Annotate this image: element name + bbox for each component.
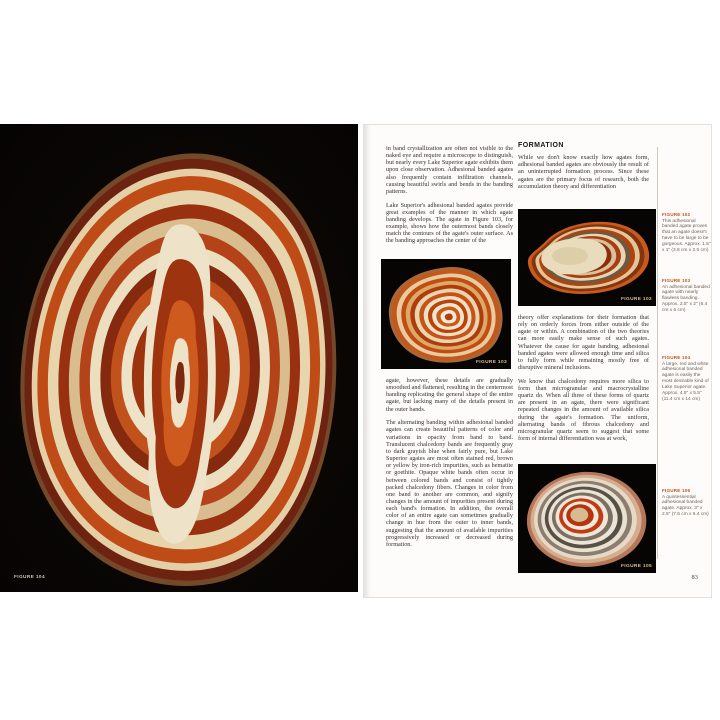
- page-number: 83: [691, 574, 698, 581]
- paragraph: We know that chalcedony requires more silica to form than microgranular and macrocrystalline quartz do. When all three of these forms of quartz are present in an agate, there were significant repeated changes in the amount of available silica during the agate's formation. The uniform, alternating bands of fibrous chalcedony and microgranular quartz seem to suggest that some form of internal differentiation was at work,: [518, 377, 649, 442]
- paragraph: While we don't know exactly how agates form, adhesional banded agates are obviously the result of an uninterrupted formation process. Since these agates are the primary focus of research, both the accumulation theory and differentiation: [518, 154, 649, 190]
- column1-upper-text: [386, 145, 513, 251]
- figure-104-caption: [662, 355, 711, 403]
- left-page: [0, 124, 358, 592]
- caption-text: A quintessential adhesional banded agate. Approx. 3" x 2.5" (7.6 cm x 6.4 cm): [662, 494, 709, 518]
- figure-102-caption: [662, 212, 711, 254]
- agate-105-image: [518, 464, 656, 573]
- caption-text: A large, red and white adhesional banded agate is easily the most desirable kind of Lake Superior agate. Approx. 4.5" x 5.5" (11.4 cm x 14 cm): [662, 361, 709, 402]
- column2-middle-text: [518, 314, 649, 449]
- formation-heading: FORMATION: [518, 142, 564, 149]
- column2-upper-text: [518, 142, 649, 196]
- figure-105-label: FIGURE 105: [621, 564, 652, 569]
- caption-figure-number: FIGURE 103: [662, 278, 691, 283]
- column1-lower-text: [386, 377, 513, 555]
- caption-text: This adhesional banded agate proves that an agate doesn't have to be large to be gorgeous. Approx. 1.5" x 1" (3.8 cm x 2.5 cm): [662, 218, 711, 254]
- caption-margin-rule: [657, 147, 658, 559]
- figure-102-label: FIGURE 102: [621, 297, 652, 302]
- caption-figure-number: FIGURE 104: [662, 355, 691, 360]
- figure-103-caption: [662, 278, 711, 314]
- right-page: [363, 124, 712, 598]
- figure-103-photo: [381, 259, 511, 369]
- paragraph: agate, however, these details are gradually smoothed and flattened, resulting in the centermost banding replicating the general shape of the entire agate, but lacking many of the details present in the outer bands.: [386, 377, 513, 413]
- caption-figure-number: FIGURE 102: [662, 212, 691, 217]
- figure-105-caption: [662, 488, 711, 518]
- agate-102-image: [518, 209, 656, 306]
- agate-103-image: [381, 259, 511, 369]
- caption-figure-number: FIGURE 105: [662, 488, 691, 493]
- figure-104-label: FIGURE 104: [14, 575, 45, 580]
- paragraph: The alternating banding within adhesional banded agates can create beautiful patterns of color and variations in opacity from band to band. Translucent chalcedony bands are frequently gray to dark grayish blue when fairly pure, but Lake Superior agates are most often stained red, brown or yellow by iron-rich impurities, such as hematite or goethite. Opaque white bands often occur in between colored bands and consist of tightly packed chalcedony fibers. Changes in color from one band to another are common, and signify changes in the amount of impurities present during each band's formation. In addition, the overall color of an entire agate can sometimes gradually change in hue from the outer to inner bands, suggesting that the amount of available impurities progressively increased or decreased during formation.: [386, 419, 513, 548]
- figure-103-label: FIGURE 103: [476, 360, 507, 365]
- paragraph: Lake Superior's adhesional banded agates provide great examples of the manner in which agate banding develops. The agate in Figure 103, for example, shows how the outermost bands closely match the contours of the agate's outer surface. As the banding approaches the center of the: [386, 201, 513, 245]
- figure-102-photo: [518, 209, 656, 306]
- figure-105-photo: [518, 464, 656, 573]
- paragraph: in band crystallization are often not visible to the naked eye and require a microscope to distinguish, but nearly every Lake Superior agate exhibits them upon close observation. Adhesional banded agates also frequently contain infiltration channels, causing beautiful swirls and bends in the banding patterns.: [386, 145, 513, 195]
- caption-text: An adhesional banded agate with nearly flawless banding. Approx. 2.5" x 2" (6.4 cm x 5 cm): [662, 284, 710, 314]
- figure-104-photo: [0, 124, 358, 592]
- paragraph: theory offer explanations for their formation that rely on orderly forces from either outside of the agate or within. A combination of the two theories can more easily make sense of such agates. Whatever the cause for agate banding, adhesional banded agates were allowed enough time and silica to fully form while remaining mostly free of disruptive mineral inclusions.: [518, 314, 649, 372]
